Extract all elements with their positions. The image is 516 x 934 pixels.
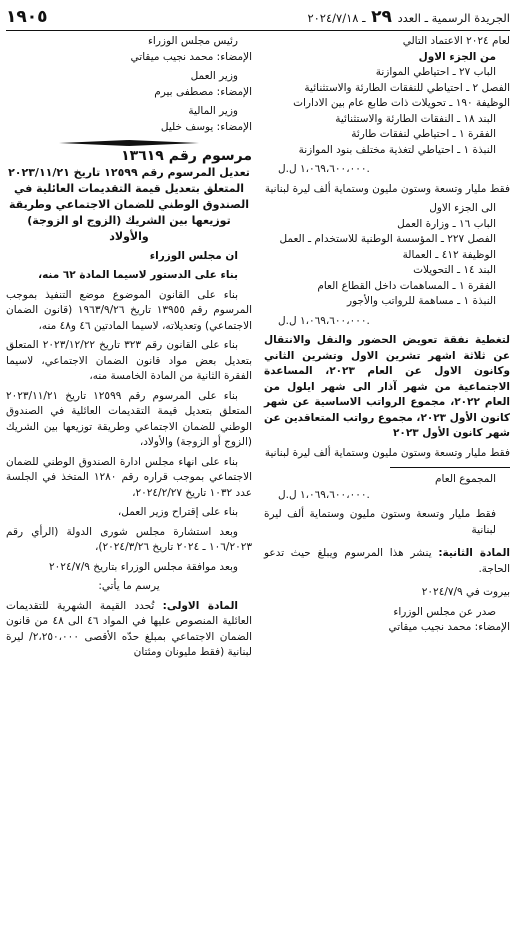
article-text: تُحدد القيمة الشهرية للتقديمات العائلية المنصوص عليها في المواد ٤٦ الى ٤٨ من قانون الضمان الاجتماعي بمبلغ حدّه الأقصى ٢،٢٥٠،٠٠٠/ ليرة لبنانية (فقط مليونان ومئتان bbox=[6, 599, 252, 658]
signatory-title: وزير المالية bbox=[188, 105, 238, 117]
recital: بناء على انهاء مجلس ادارة الصندوق الوطني للضمان الاجتماعي بموجب قراره رقم ١٢٨٠ المتخذ في الجلسة عدد ١٠٣٢ تاريخ ٢٠٢٤/٢/٢٧، bbox=[6, 455, 252, 499]
total-divider bbox=[390, 467, 510, 468]
budget-line: الفصل ٢٢٧ ـ المؤسسة الوطنية للاستخدام ـ العمل bbox=[279, 233, 496, 245]
signature-line: الإمضاء: محمد نجيب ميقاتي bbox=[130, 50, 252, 63]
budget-line: البند ١٤ ـ التحويلات bbox=[413, 264, 496, 276]
decree-subject: تعديل المرسوم رقم ١٢٥٩٩ تاريخ ٢٠٢٣/١١/٢١ المتعلق بتعديل قيمة التقديمات العائلية في الصندوق الوطني للضمان الاجتماعي وطريقة توزيعها بين الشريك (الزوج او الزوجة) والأولاد bbox=[8, 165, 250, 243]
budget-line: النبذة ١ ـ احتياطي لتغذية مختلف بنود الموازنة bbox=[298, 143, 496, 156]
budget-line: الباب ٢٧ ـ احتياطي الموازنة bbox=[375, 66, 496, 78]
enacting-clause: يرسم ما يأتي: bbox=[98, 580, 160, 592]
issue-date: ـ ٢٠٢٤/٧/١٨ bbox=[307, 11, 366, 25]
recital: بناء على المرسوم رقم ١٢٥٩٩ تاريخ ٢٠٢٣/١١/٢١ المتعلق بتعديل قيمة التقديمات العائلية في الصندوق الوطني للضمان الاجتماعي وطريقة توزيعها بين الشريك (الزوج أو الزوجة) والأولاد، bbox=[6, 389, 252, 448]
gazette-header-text bbox=[307, 7, 510, 27]
signature-line: الإمضاء: يوسف خليل bbox=[160, 120, 252, 133]
budget-line: الفصل ٢ ـ احتياطي للنفقات الطارئة والاستثنائية bbox=[304, 81, 510, 94]
recital: بناء على الدستور لاسيما المادة ٦٢ منه، bbox=[38, 269, 238, 281]
budget-line: الفقرة ١ ـ المساهمات داخل القطاع العام bbox=[317, 279, 496, 292]
article-two bbox=[264, 546, 510, 577]
grand-total-label: المجموع العام bbox=[435, 473, 496, 485]
budget-line: الفقرة ١ ـ احتياطي لنفقات طارئة bbox=[351, 128, 496, 140]
decorative-divider bbox=[59, 140, 199, 146]
budget-line: النبذة ١ ـ مساهمة للرواتب والأجور bbox=[347, 295, 496, 307]
recital: بناء على القانون رقم ٣٢٣ تاريخ ٢٠٢٣/١٢/٢٢ المتعلق بتعديل بعض مواد قانون الضمان الاجتماعي، لاسيما الفقرة الثانية من المادة الخامسة منه، bbox=[6, 339, 252, 382]
recital: بناء على القانون الموضوع موضع التنفيذ بموجب المرسوم رقم ١٣٩٥٥ تاريخ ١٩٦٣/٩/٢٦ (قانون الضمان الاجتماعي) وتعديلاته، لاسيما المادتين ٤٦ و٤٨ منه، bbox=[6, 288, 252, 332]
signature-line: الإمضاء: محمد نجيب ميقاتي bbox=[388, 621, 510, 633]
article-label: المادة الثانية: bbox=[438, 547, 510, 559]
article-one bbox=[6, 599, 252, 661]
amount-in-words: فقط مليار وتسعة وستون مليون وستماية ألف ليرة لبنانية bbox=[264, 508, 496, 536]
issuer: صدر عن مجلس الوزراء bbox=[393, 605, 496, 618]
left-column bbox=[6, 34, 252, 661]
signature-line: الإمضاء: مصطفى بيرم bbox=[154, 85, 252, 98]
text-line: لعام ٢٠٢٤ الاعتماد التالي bbox=[402, 35, 510, 47]
amount: ١،٠٦٩،٦٠٠،٠٠٠ ل.ل. bbox=[278, 314, 370, 327]
section-heading: الى الجزء الاول bbox=[429, 202, 496, 214]
article-label: المادة الاولى: bbox=[162, 599, 239, 612]
purpose-paragraph: لتغطية نفقة تعويض الحضور والنقل والانتقال عن ثلاثة اشهر تشرين الاول وتشرين الثاني وكانون الاول عن العام ٢٠٢٣، المساعدة الاجتماعية من شهر آذار الى شهر ايلول من العام ٢٠٢٢، مجموع الرواتب الاساسية عن شهر كانون الأول ٢٠٢٣، مجموع رواتب المتعاقدين عن شهر كانون الأول ٢٠٢٣ bbox=[264, 334, 511, 439]
decree-title: مرسوم رقم ١٣٦١٩ bbox=[121, 148, 252, 164]
page-header bbox=[6, 4, 510, 31]
budget-line: الباب ١٦ ـ وزارة العمل bbox=[397, 217, 496, 230]
budget-line: البند ١٨ ـ النفقات الطارئة والاستثنائية bbox=[335, 112, 496, 125]
budget-line: الوظيفة ١٩٠ ـ تحويلات ذات طابع عام بين الادارات bbox=[293, 97, 510, 109]
amount: ١،٠٦٩،٦٠٠،٠٠٠ ل.ل. bbox=[278, 488, 370, 501]
issue-number: ٢٩ bbox=[371, 7, 392, 27]
gazette-name: الجريدة الرسمية ـ العدد bbox=[397, 11, 510, 25]
amount-in-words: فقط مليار وتسعة وستون مليون وستماية ألف ليرة لبنانية bbox=[264, 446, 510, 459]
signatory-title: رئيس مجلس الوزراء bbox=[147, 35, 238, 47]
amount: ١،٠٦٩،٦٠٠،٠٠٠ ل.ل. bbox=[278, 163, 370, 175]
page-number: ١٩٠٥ bbox=[6, 7, 48, 27]
right-column bbox=[264, 34, 510, 636]
section-heading: من الجزء الاول bbox=[418, 50, 496, 63]
recital: وبعد استشارة مجلس شورى الدولة (الرأي رقم ١٠٦/٢٠٢٣ ـ ٢٠٢٤ تاريخ ٢٠٢٤/٣/٢٦)، bbox=[6, 525, 252, 553]
article-text: ينشر هذا المرسوم ويبلغ حيث تدعو الحاجة. bbox=[264, 547, 510, 575]
budget-line: الوظيفة ٤١٢ ـ العمالة bbox=[402, 248, 496, 261]
place-date: بيروت في ٢٠٢٤/٧/٩ bbox=[421, 586, 510, 598]
signatory-title: وزير العمل bbox=[190, 70, 238, 82]
recital: بناء على إقتراح وزير العمل، bbox=[117, 506, 238, 518]
recital: وبعد موافقة مجلس الوزراء بتاريخ ٢٠٢٤/٧/٩ bbox=[49, 560, 238, 573]
amount-in-words: فقط مليار وتسعة وستون مليون وستماية ألف ليرة لبنانية bbox=[264, 182, 510, 195]
council-heading: ان مجلس الوزراء bbox=[149, 249, 238, 262]
